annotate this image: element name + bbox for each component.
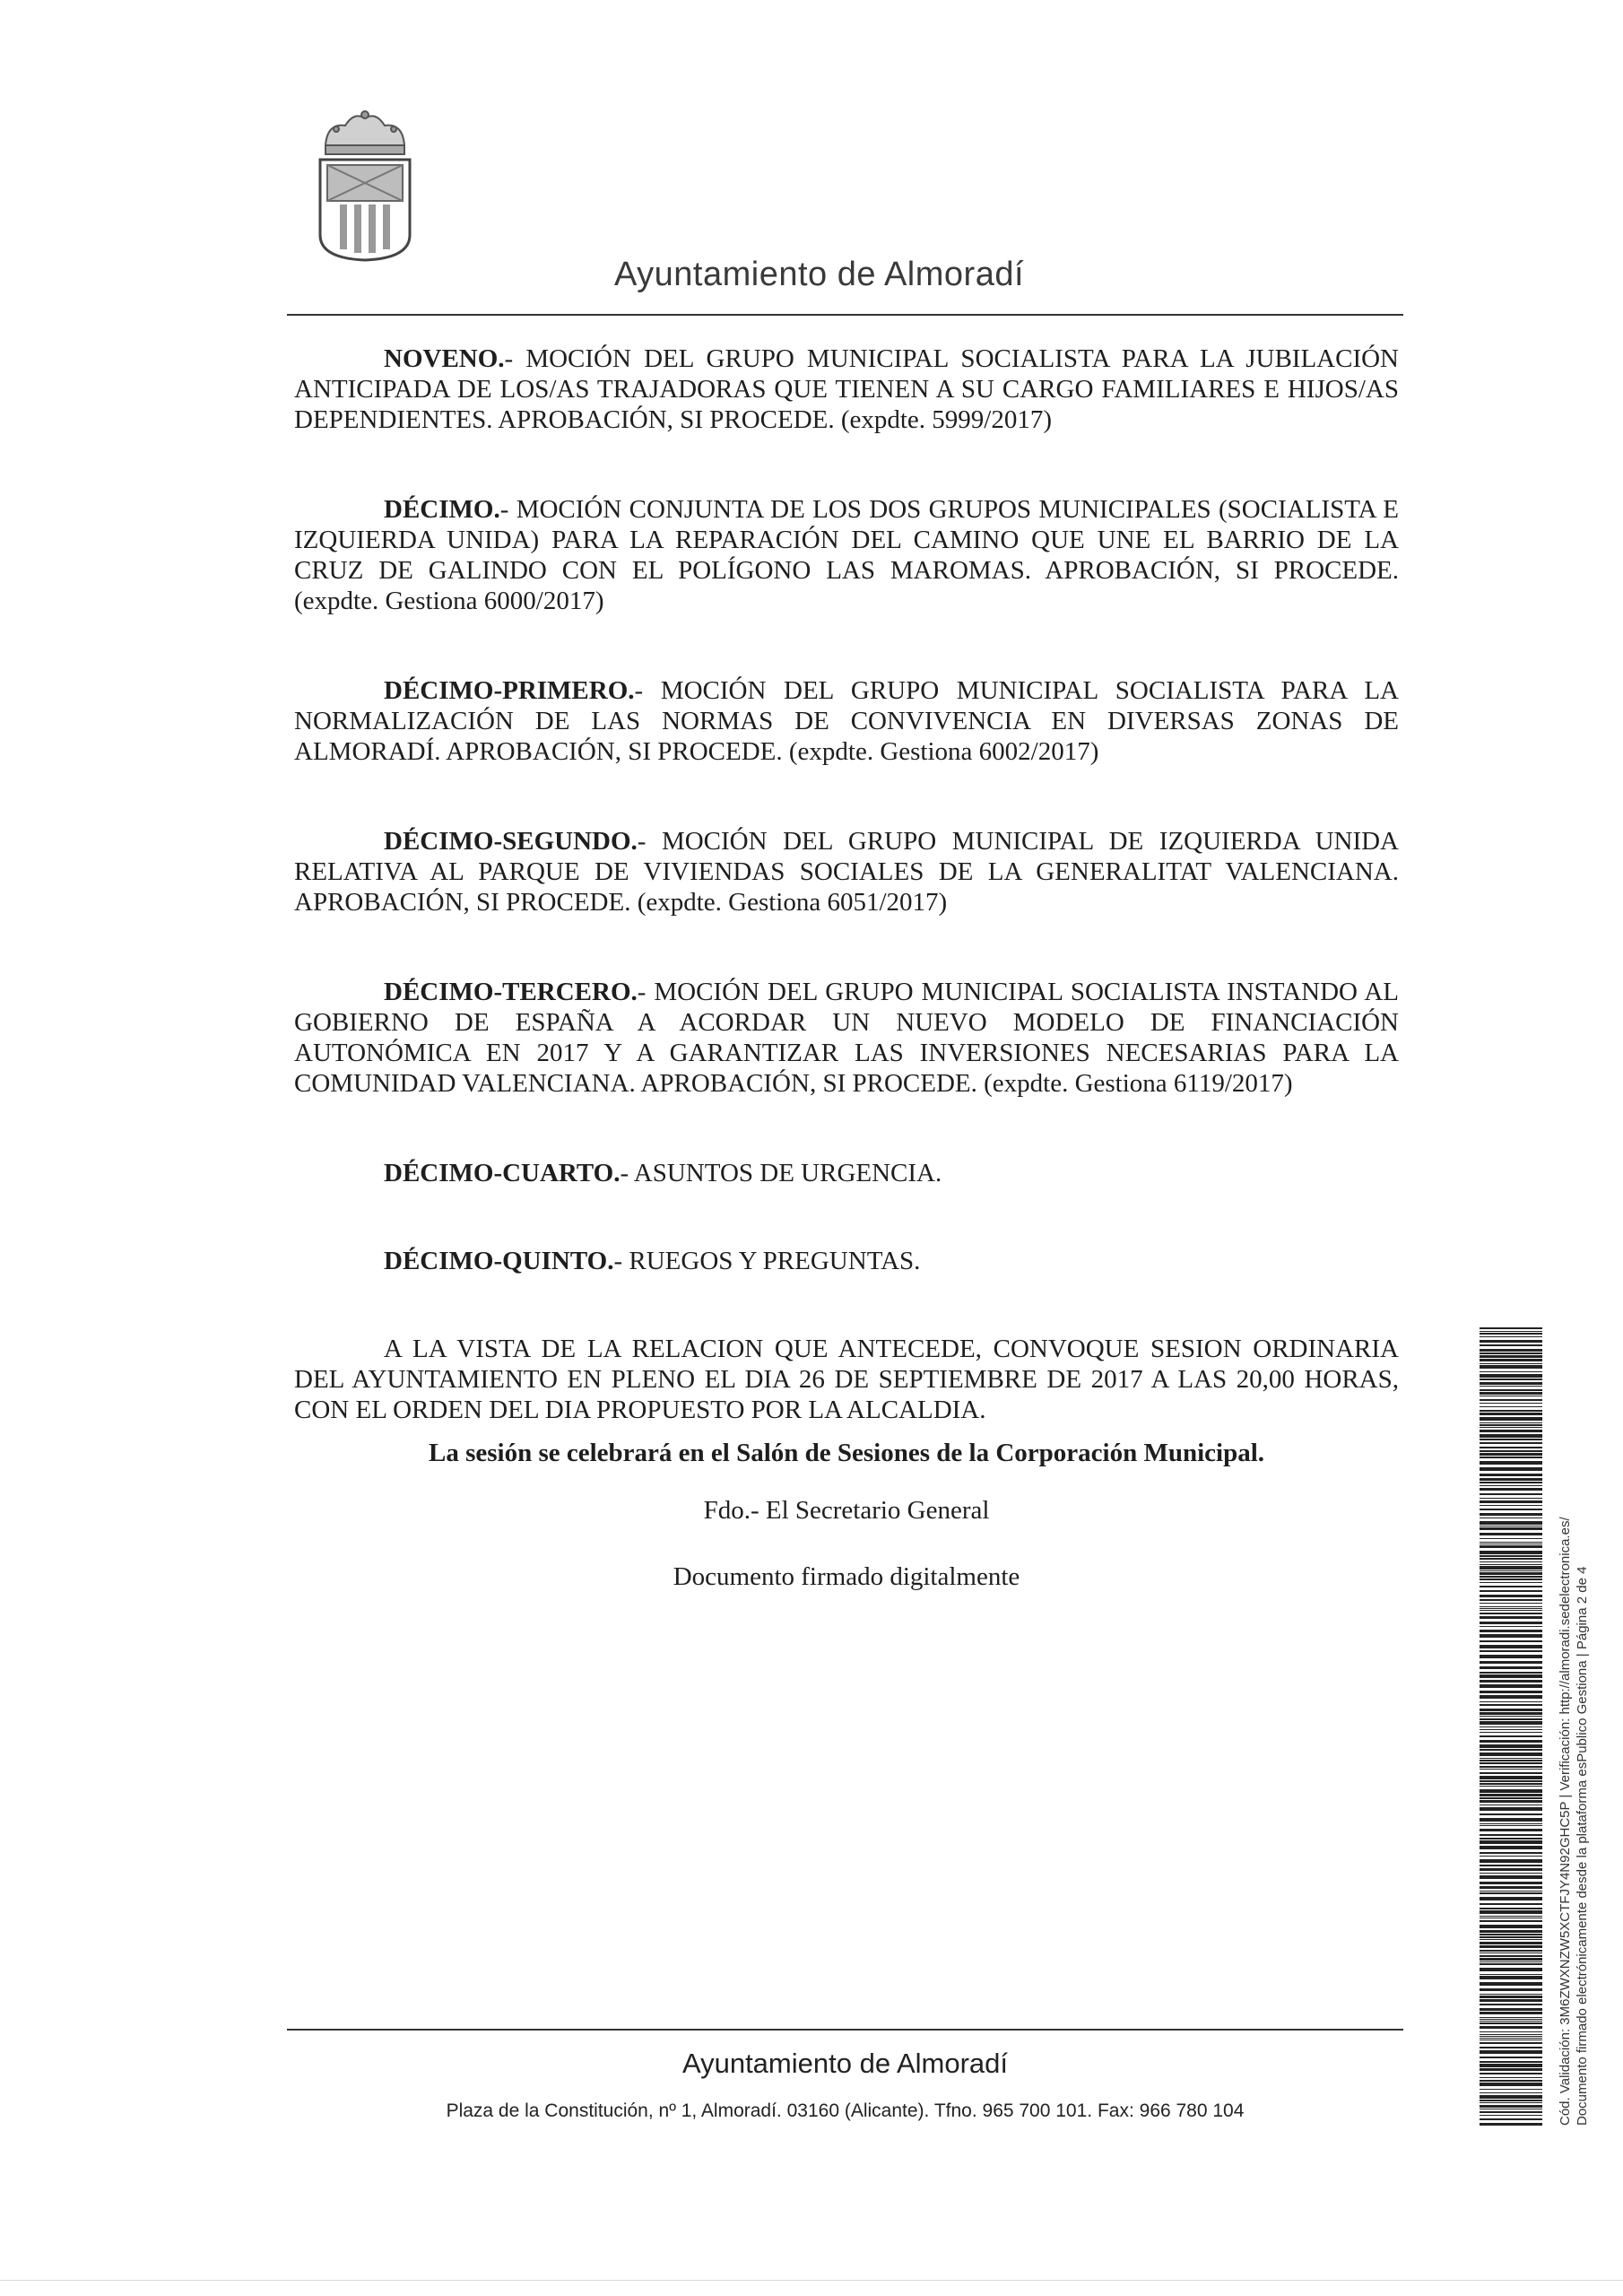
footer-title: Ayuntamiento de Almoradí [681, 2048, 1009, 2079]
agenda-item-text: - MOCIÓN DEL GRUPO MUNICIPAL SOCIALISTA PARA LA NORMALIZACIÓN DE LAS NORMAS DE CONVIVENCIA EN DIVERSAS ZONAS DE ALMORADÍ. APROBACIÓN, SI PROCEDE. (expdte. Gestiona 6002/2017) [294, 676, 1399, 766]
agenda-item-label: DÉCIMO-QUINTO. [384, 1247, 614, 1275]
agenda-item-decimo-primero [294, 675, 1399, 767]
header-title: Ayuntamiento de Almoradí [614, 256, 1025, 293]
agenda-item-label: DÉCIMO-PRIMERO. [384, 676, 635, 705]
venue-statement: La sesión se celebrará en el Salón de Sesiones de la Corporación Municipal. [428, 1439, 1265, 1467]
agenda-item-label: DÉCIMO. [384, 495, 500, 524]
barcode-icon [1480, 1327, 1542, 2126]
footer-divider [287, 2029, 1403, 2031]
agenda-item-text: - RUEGOS Y PREGUNTAS. [613, 1247, 921, 1275]
agenda-item-decimo-quinto [294, 1246, 1399, 1276]
agenda-item-label: NOVENO. [384, 344, 505, 373]
agenda-item-text: - ASUNTOS DE URGENCIA. [620, 1159, 942, 1187]
agenda-item-decimo-segundo [294, 826, 1399, 918]
agenda-item-label: DÉCIMO-CUARTO. [384, 1159, 621, 1187]
convocation-paragraph: A LA VISTA DE LA RELACION QUE ANTECEDE, CONVOQUE SESION ORDINARIA DEL AYUNTAMIENTO EN PLENO EL DIA 26 DE SEPTIEMBRE DE 2017 A LAS 20,00 HORAS, CON EL ORDEN DEL DIA PROPUESTO POR LA ALCALDIA. [294, 1335, 1399, 1424]
digital-signature-note: Documento firmado digitalmente [673, 1562, 1020, 1591]
signature-line: Fdo.- El Secretario General [703, 1496, 990, 1525]
agenda-item-label: DÉCIMO-SEGUNDO. [384, 827, 638, 856]
footer-address: Plaza de la Constitución, nº 1, Almoradí. 03160 (Alicante). Tfno. 965 700 101. Fax: 966 780 104 [446, 2100, 1245, 2121]
agenda-item-decimo-tercero [294, 977, 1399, 1099]
agenda-item-noveno [294, 344, 1399, 435]
page-edge [0, 2280, 1623, 2281]
agenda-item-text: - MOCIÓN CONJUNTA DE LOS DOS GRUPOS MUNICIPALES (SOCIALISTA E IZQUIERDA UNIDA) PARA LA REPARACIÓN DEL CAMINO QUE UNE EL BARRIO DE LA CRUZ DE GALINDO CON EL POLÍGONO LAS MAROMAS. APROBACIÓN, SI PROCEDE. (expdte. Gestiona 6000/2017) [294, 495, 1399, 615]
validation-code-text: Cód. Validación: 3M6ZWXNZW5XCTFJY4N92GHC5P | Verificación: http://almoradi.sedelectronica.es/ [1558, 1517, 1573, 2126]
agenda-item-text: - MOCIÓN DEL GRUPO MUNICIPAL SOCIALISTA PARA LA JUBILACIÓN ANTICIPADA DE LOS/AS TRAJADORAS QUE TIENEN A SU CARGO FAMILIARES E HIJOS/AS DEPENDIENTES. APROBACIÓN, SI PROCEDE. (expdte. 5999/2017) [294, 344, 1399, 434]
coat-of-arms-icon [309, 109, 421, 262]
header-divider [287, 314, 1403, 316]
agenda-item-decimo-cuarto [294, 1158, 1399, 1188]
signature-platform-text: Documento firmado electrónicamente desde la plataforma esPublico Gestiona | Página 2 de 4 [1575, 1566, 1590, 2126]
document-body [294, 344, 1399, 1592]
agenda-item-decimo [294, 494, 1399, 616]
agenda-item-text: - MOCIÓN DEL GRUPO MUNICIPAL DE IZQUIERDA UNIDA RELATIVA AL PARQUE DE VIVIENDAS SOCIALES DE LA GENERALITAT VALENCIANA. APROBACIÓN, SI PROCEDE. (expdte. Gestiona 6051/2017) [294, 827, 1399, 917]
agenda-item-label: DÉCIMO-TERCERO. [384, 978, 638, 1006]
agenda-item-text: - MOCIÓN DEL GRUPO MUNICIPAL SOCIALISTA INSTANDO AL GOBIERNO DE ESPAÑA A ACORDAR UN NUEVO MODELO DE FINANCIACIÓN AUTONÓMICA EN 2017 Y A GARANTIZAR LAS INVERSIONES NECESARIAS PARA LA COMUNIDAD VALENCIANA. APROBACIÓN, SI PROCEDE. (expdte. Gestiona 6119/2017) [294, 978, 1399, 1098]
